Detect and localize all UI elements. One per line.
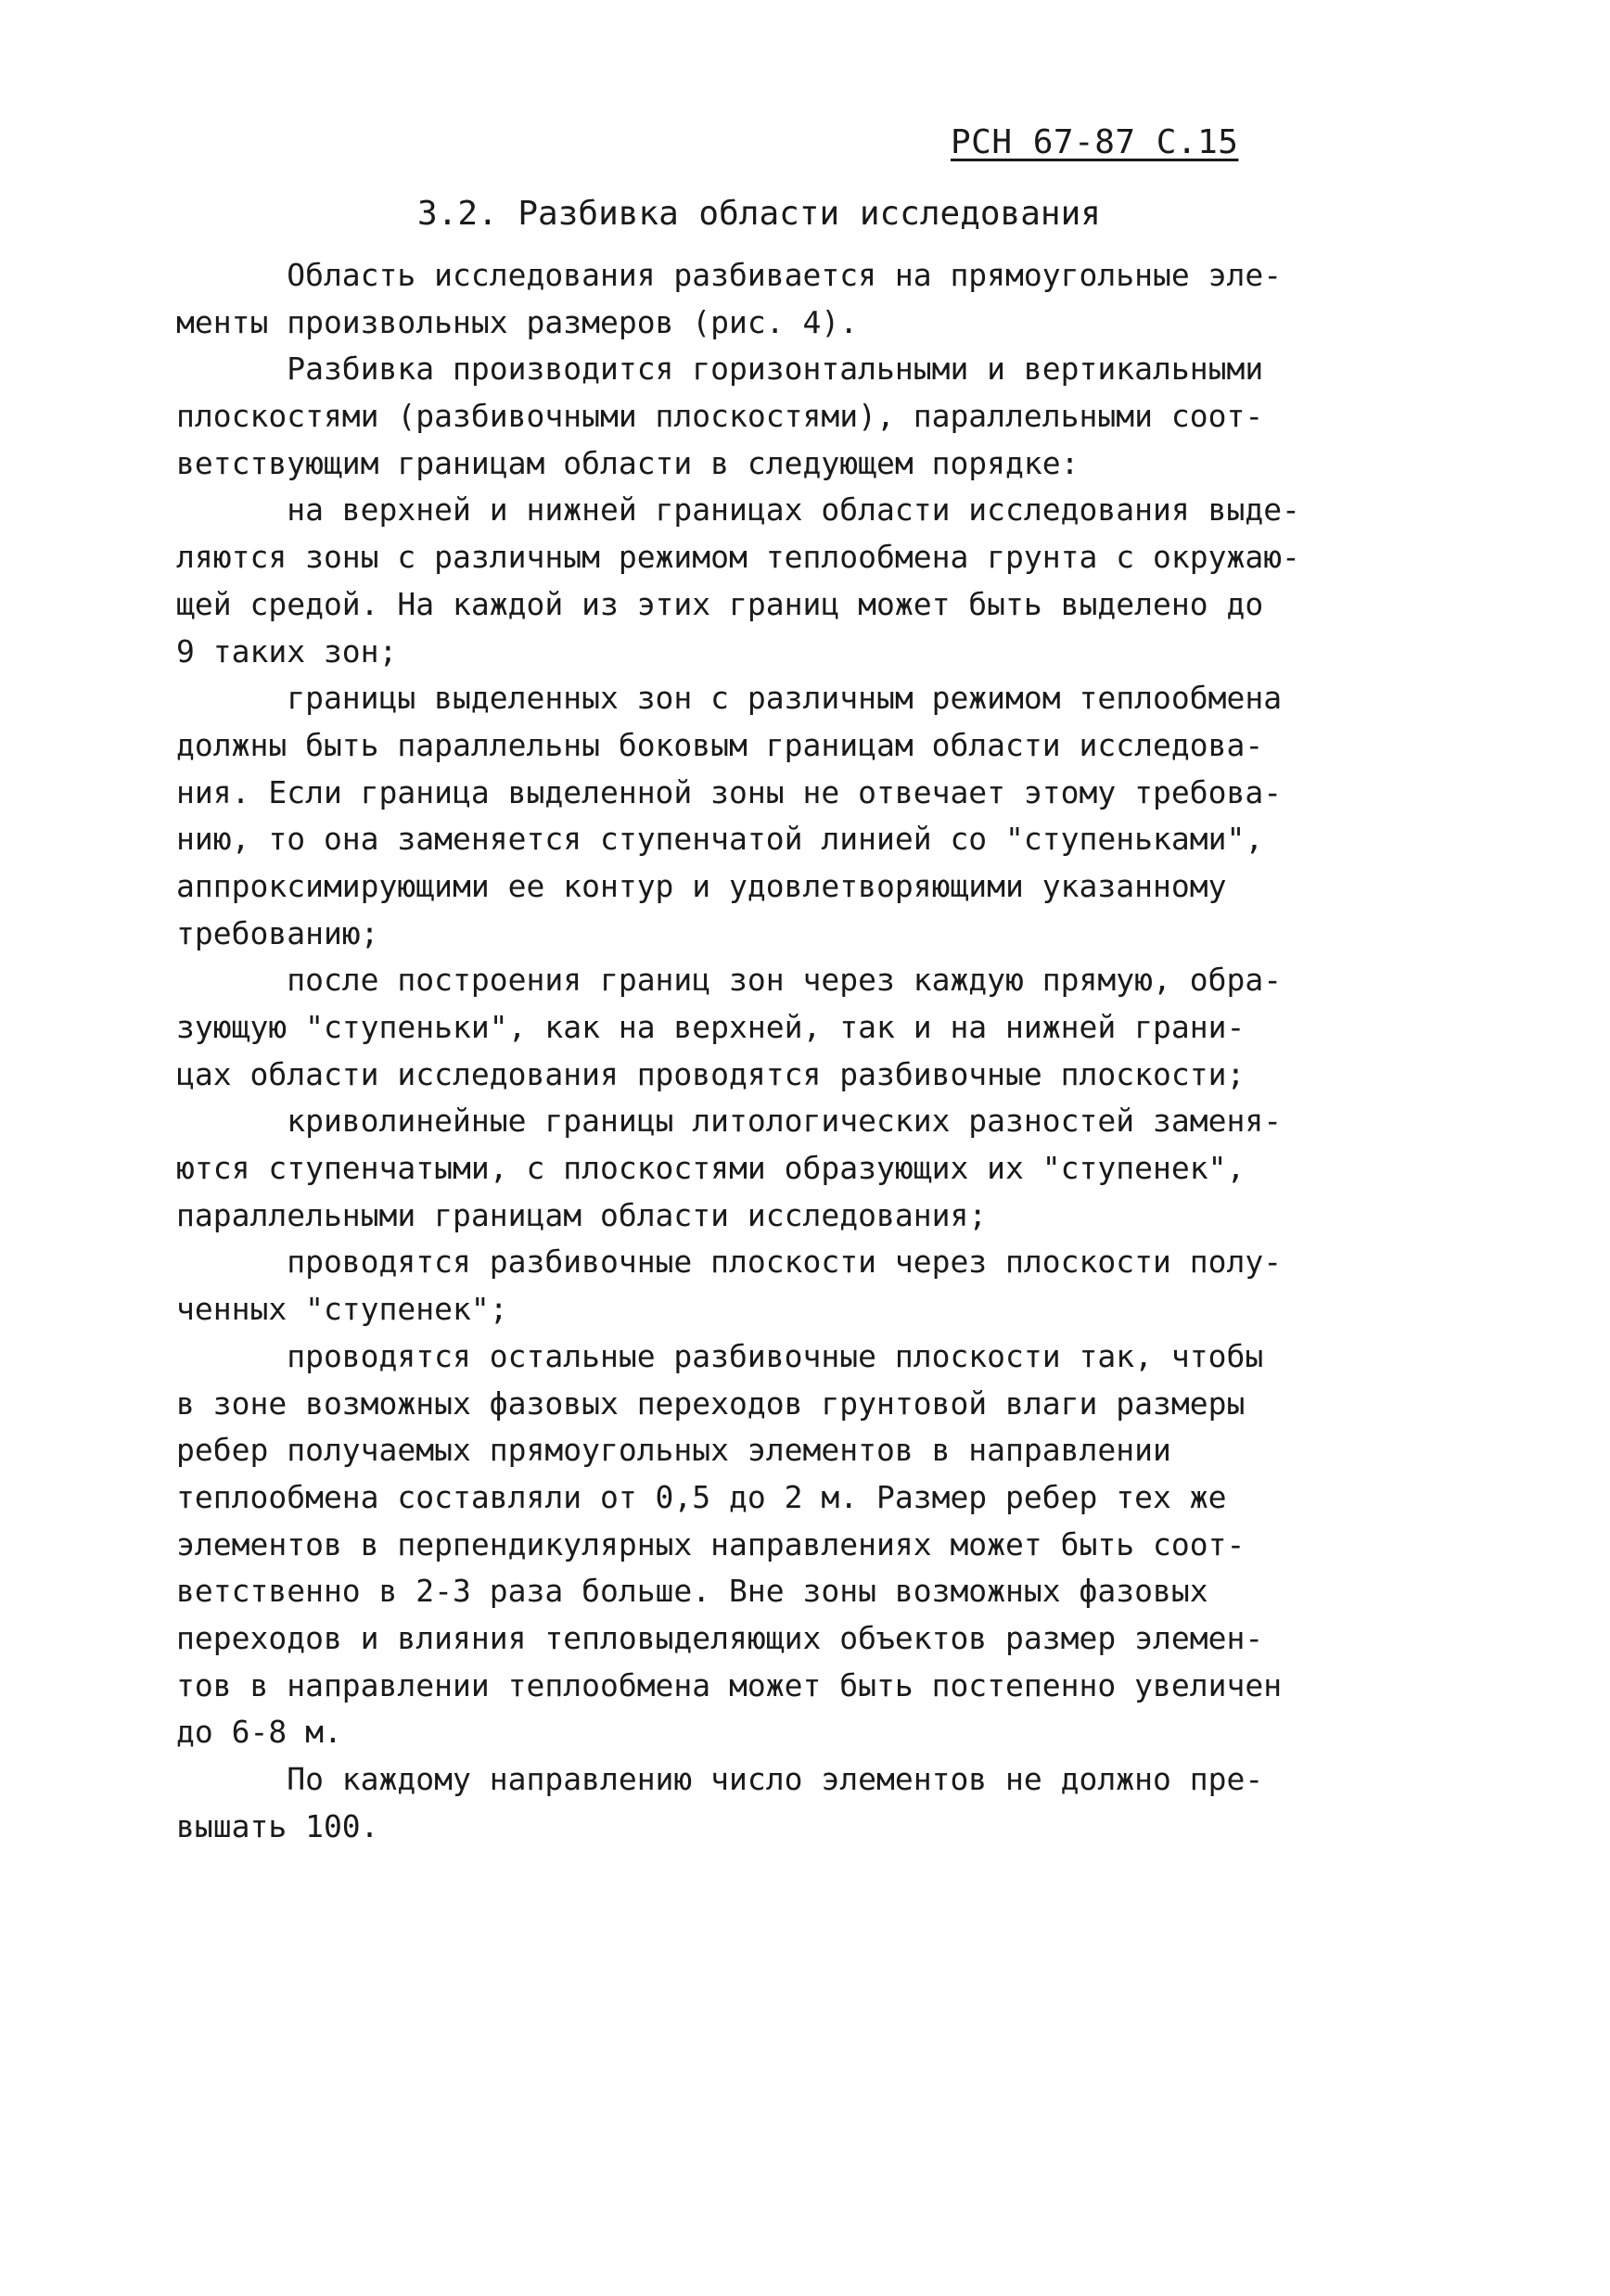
text-line: после построения границ зон через каждую прямую, обра-: [176, 962, 1283, 999]
text-line: на верхней и нижней границах области исследования выде-: [176, 491, 1300, 529]
text-line: 9 таких зон;: [176, 632, 398, 670]
text-line: аппроксимирующими ее контур и удовлетворяющими указанному: [176, 867, 1227, 904]
text-line: переходов и влияния тепловыделяющих объектов размер элемен-: [176, 1619, 1264, 1656]
text-line: цах области исследования проводятся разбивочные плоскости;: [176, 1055, 1246, 1092]
text-line: ветственно в 2-3 раза больше. Вне зоны возможных фазовых: [176, 1573, 1208, 1610]
text-line: менты произвольных размеров (рис. 4).: [176, 303, 859, 340]
text-line: теплообмена составляли от 0,5 до 2 м. Размер ребер тех же: [176, 1478, 1227, 1515]
text-line: криволинейные границы литологических разностей заменя-: [176, 1103, 1283, 1140]
text-line: нию, то она заменяется ступенчатой линией со "ступеньками",: [176, 821, 1264, 858]
text-line: проводятся остальные разбивочные плоскости так, чтобы: [176, 1337, 1264, 1374]
text-line: требованию;: [176, 914, 379, 951]
text-line: ребер получаемых прямоугольных элементов в направлении: [176, 1432, 1171, 1469]
text-line: в зоне возможных фазовых переходов грунтовой влаги размеры: [176, 1384, 1246, 1422]
section-title: 3.2. Разбивка области исследования: [417, 195, 1101, 233]
body-text: [176, 252, 1308, 1850]
text-line: ния. Если граница выделенной зоны не отвечает этому требова-: [176, 773, 1283, 810]
text-line: щей средой. На каждой из этих границ может быть выделено до: [176, 585, 1264, 622]
text-line: Разбивка производится горизонтальными и вертикальными: [176, 351, 1264, 388]
text-line: тов в направлении теплообмена может быть постепенно увеличен: [176, 1666, 1283, 1703]
text-line: проводятся разбивочные плоскости через плоскости полу-: [176, 1244, 1283, 1281]
text-line: плоскостями (разбивочными плоскостями), параллельными соот-: [176, 398, 1264, 435]
text-line: элементов в перпендикулярных направлениях может быть соот-: [176, 1525, 1246, 1563]
text-line: Область исследования разбивается на прямоугольные эле-: [176, 257, 1283, 293]
text-line: ветствующим границам области в следующем порядке:: [176, 444, 1080, 481]
text-line: должны быть параллельны боковым границам области исследова-: [176, 726, 1264, 763]
text-line: ляются зоны с различным режимом теплообмена грунта с окружаю-: [176, 539, 1300, 576]
text-line: параллельными границам области исследования;: [176, 1196, 988, 1233]
text-line: По каждому направлению число элементов не должно пре-: [176, 1761, 1264, 1797]
text-line: ченных "ступенек";: [176, 1291, 508, 1328]
document-code: РСН 67-87 С.15: [951, 123, 1239, 161]
text-line: ются ступенчатыми, с плоскостями образующих их "ступенек",: [176, 1150, 1246, 1187]
text-line: до 6-8 м.: [176, 1714, 342, 1751]
text-line: вышать 100.: [176, 1807, 379, 1844]
text-line: границы выделенных зон с различным режимом теплообмена: [176, 680, 1283, 717]
text-line: зующую "ступеньки", как на верхней, так и на нижней грани-: [176, 1009, 1246, 1045]
